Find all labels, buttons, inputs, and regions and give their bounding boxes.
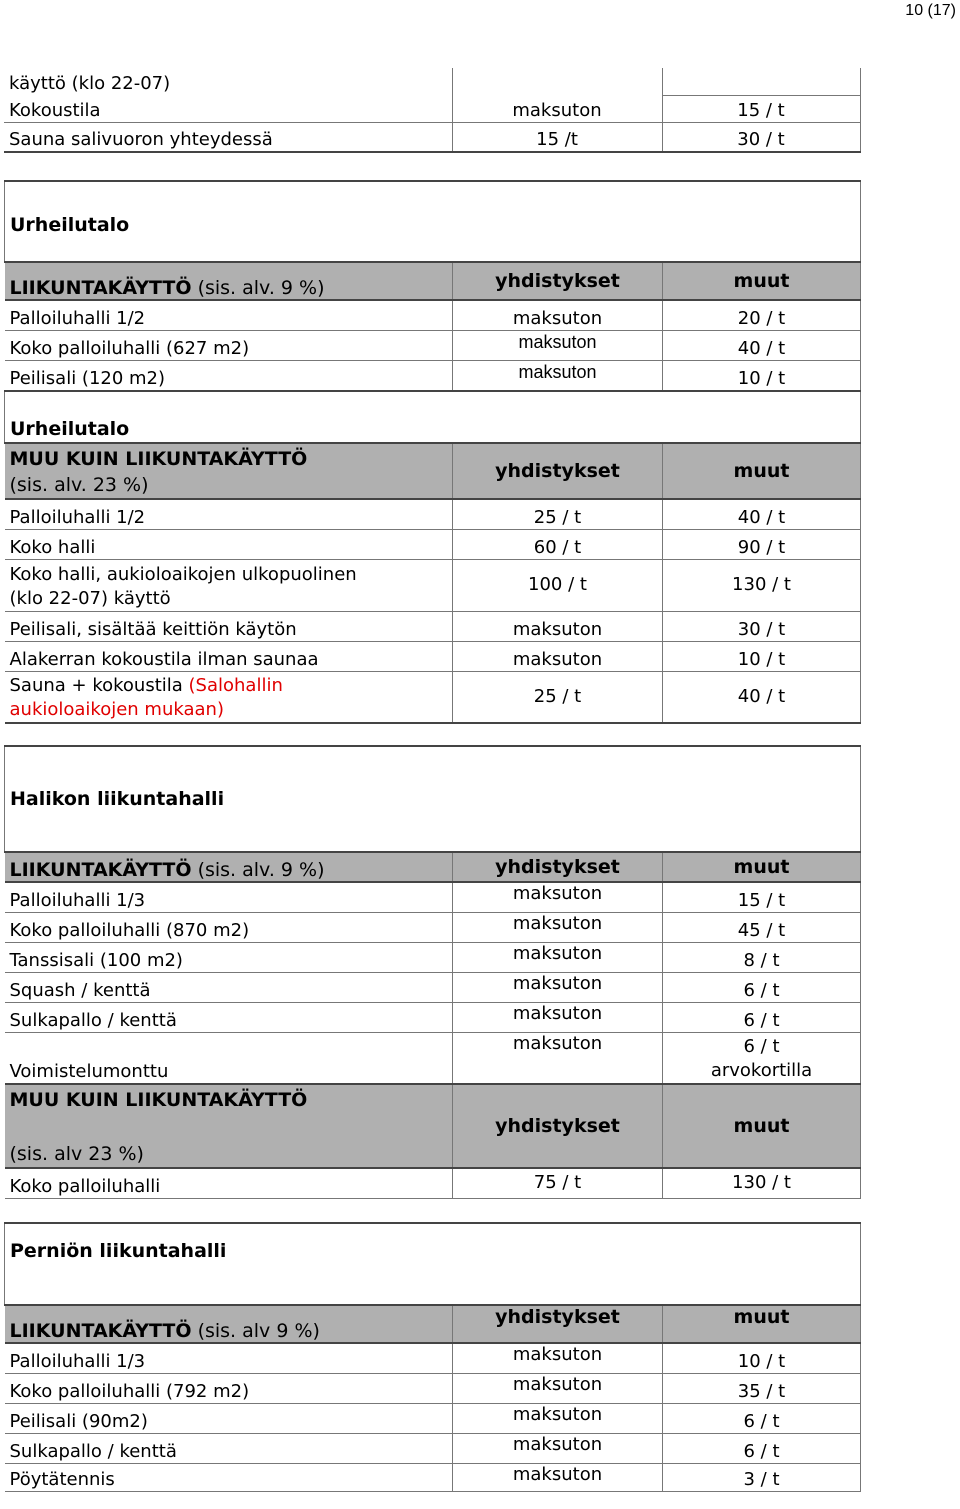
table-row: Koko halli, aukioloaikojen ulkopuolinen (klo 22-07) käyttö 100 / t 130 / t — [5, 559, 861, 611]
header-label: LIIKUNTAKÄYTTÖ — [9, 1320, 192, 1342]
section-title: Urheilutalo — [5, 181, 861, 262]
table-row: Voimistelumonttu maksuton 6 / t arvokortilla — [5, 1032, 861, 1084]
table-pernion — [4, 1222, 861, 1492]
table-row: Alakerran kokoustila ilman saunaa maksuton 10 / t — [5, 641, 861, 671]
section-title: Halikon liikuntahalli — [5, 746, 861, 852]
table-row: Squash / kenttä maksuton 6 / t — [5, 972, 861, 1002]
cell-muut: 30 / t — [662, 122, 860, 152]
table-row: Sauna + kokoustila (Salohallin aukioloaikojen mukaan) 25 / t 40 / t — [5, 671, 861, 723]
table-header — [5, 1084, 861, 1168]
table-halikon — [4, 745, 861, 1199]
table-row: Koko palloiluhalli 75 / t 130 / t — [5, 1168, 861, 1198]
table-row: Koko halli 60 / t 90 / t — [5, 529, 861, 559]
header-yhdistykset: yhdistykset — [453, 443, 663, 499]
cell-label: käyttö (klo 22-07) — [9, 73, 171, 94]
table-row: Tanssisali (100 m2) maksuton 8 / t — [5, 942, 861, 972]
header-label: LIIKUNTAKÄYTTÖ — [9, 859, 192, 881]
table-row: Palloiluhalli 1/3 maksuton 15 / t — [5, 882, 861, 912]
header-label: LIIKUNTAKÄYTTÖ — [9, 277, 192, 299]
header-vat: (sis. alv. 23 %) — [9, 474, 149, 496]
header-muut: muut — [663, 1084, 861, 1168]
table-row — [4, 95, 860, 122]
cell-yhdistykset: maksuton — [452, 95, 662, 122]
header-label: MUU KUIN LIIKUNTAKÄYTTÖ — [9, 1089, 308, 1111]
section-title: Urheilutalo — [5, 391, 861, 443]
header-yhdistykset: yhdistykset — [453, 1305, 663, 1343]
table-row: Palloiluhalli 1/3 maksuton 10 / t — [5, 1343, 861, 1373]
header-muut: muut — [663, 262, 861, 300]
table-row: Peilisali (120 m2) maksuton 10 / t — [5, 360, 861, 390]
table-header — [5, 852, 861, 882]
table-row: Koko palloiluhalli (792 m2) maksuton 35 / t — [5, 1373, 861, 1403]
table-urheilutalo-liikunta — [4, 180, 861, 391]
table-row: Koko palloiluhalli (870 m2) maksuton 45 / t — [5, 912, 861, 942]
cell-label: Kokoustila — [4, 95, 452, 122]
header-yhdistykset: yhdistykset — [453, 852, 663, 882]
header-yhdistykset: yhdistykset — [453, 1084, 663, 1168]
table-continued — [4, 68, 861, 153]
table-row — [4, 68, 860, 95]
header-vat: (sis. alv 9 %) — [191, 1320, 320, 1342]
table-row: Pöytätennis maksuton 3 / t — [5, 1463, 861, 1491]
section-title-row — [5, 181, 861, 262]
section-title-row — [5, 391, 861, 443]
header-yhdistykset: yhdistykset — [453, 262, 663, 300]
page-number: 10 (17) — [905, 2, 956, 19]
header-muut: muut — [663, 1305, 861, 1343]
cell-yhdistykset: 15 /t — [452, 122, 662, 152]
table-row: Peilisali, sisältää keittiön käytön maksuton 30 / t — [5, 611, 861, 641]
section-title-row — [5, 1223, 861, 1305]
section-title: Perniön liikuntahalli — [5, 1223, 861, 1305]
header-vat: (sis. alv. 9 %) — [191, 277, 325, 299]
header-muut: muut — [663, 443, 861, 499]
table-urheilutalo-muu — [4, 390, 861, 724]
table-row: Sulkapallo / kenttä maksuton 6 / t — [5, 1433, 861, 1463]
table-row — [4, 122, 860, 152]
header-label: MUU KUIN LIIKUNTAKÄYTTÖ — [9, 448, 308, 470]
header-vat: (sis. alv. 9 %) — [191, 859, 325, 881]
table-row: Palloiluhalli 1/2 25 / t 40 / t — [5, 499, 861, 529]
table-header — [5, 262, 861, 300]
table-row: Koko palloiluhalli (627 m2) maksuton 40 / t — [5, 330, 861, 360]
table-row: Peilisali (90m2) maksuton 6 / t — [5, 1403, 861, 1433]
table-row: Palloiluhalli 1/2 maksuton 20 / t — [5, 300, 861, 330]
table-header — [5, 1305, 861, 1343]
cell-label: Sauna salivuoron yhteydessä — [4, 122, 452, 152]
cell-muut: 15 / t — [662, 95, 860, 122]
table-header — [5, 443, 861, 499]
section-title-row — [5, 746, 861, 852]
header-muut: muut — [663, 852, 861, 882]
header-vat: (sis. alv 23 %) — [9, 1143, 144, 1165]
table-row: Sulkapallo / kenttä maksuton 6 / t — [5, 1002, 861, 1032]
